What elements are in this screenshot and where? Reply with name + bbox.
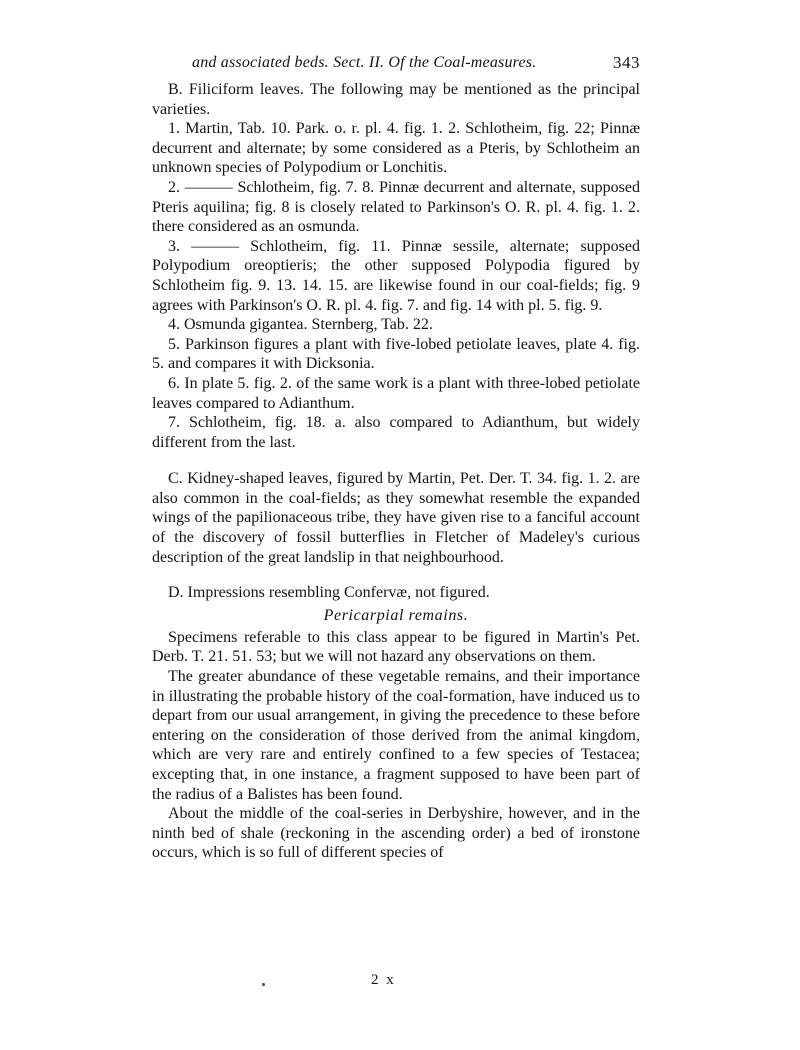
- page-number: 343: [613, 53, 640, 72]
- book-page: [152, 50, 640, 863]
- section-b-item-5: 5. Parkinson figures a plant with five-lobed petiolate leaves, plate 4. fig. 5. and compares it with Dicksonia.: [152, 335, 640, 373]
- print-mark: [262, 983, 265, 986]
- section-b-intro: B. Filiciform leaves. The following may be mentioned as the principal varieties.: [152, 81, 640, 118]
- section-spacer: [152, 452, 640, 469]
- pericarpial-paragraph-1: Specimens referable to this class appear to be figured in Martin's Pet. Derb. T. 21. 51. 53; but we will not hazard any observations on them.: [152, 628, 640, 666]
- running-head: and associated beds. Sect. II. Of the Coal-measures.: [192, 54, 537, 71]
- section-b-item-2: 2. ——— Schlotheim, fig. 7. 8. Pinnæ decurrent and alternate, supposed Pteris aquilina; fig. 8 is closely related to Parkinson's O. R. pl. 4. fig. 1. 2. there considered as an osmunda.: [152, 178, 640, 236]
- section-c-paragraph: C. Kidney-shaped leaves, figured by Martin, Pet. Der. T. 34. fig. 1. 2. are also common in the coal-fields; as they somewhat resemble the expanded wings of the papilionaceous tribe, they have given rise to a fanciful account of the discovery of fossil butterflies in Fletcher of Madeley's curious description of the great landslip in that neighbourhood.: [152, 470, 640, 566]
- section-b-item-6: 6. In plate 5. fig. 2. of the same work is a plant with three-lobed petiolate leaves compared to Adianthum.: [152, 374, 640, 412]
- signature-mark: 2 x: [371, 972, 396, 988]
- pericarpial-paragraph-3: About the middle of the coal-series in Derbyshire, however, and in the ninth bed of shale (reckoning in the ascending order) a bed of ironstone occurs, which is so full of different species of: [152, 805, 640, 862]
- section-spacer: [152, 567, 640, 583]
- page-header: [152, 50, 640, 80]
- section-b-item-7: 7. Schlotheim, fig. 18. a. also compared to Adianthum, but widely different from the last.: [152, 414, 640, 451]
- pericarpial-paragraph-2: The greater abundance of these vegetable remains, and their importance in illustrating the probable history of the coal-formation, have induced us to depart from our usual arrangement, in giving the precedence to these before entering on the consideration of those derived from the animal kingdom, which are very rare and entirely confined to a few species of Testacea; excepting that, in one instance, a fragment supposed to have been part of the radius of a Balistes has been found.: [152, 668, 640, 803]
- section-b-item-3: 3. ——— Schlotheim, fig. 11. Pinnæ sessile, alternate; supposed Polypodium oreoptieris; the other supposed Polypodia figured by Schlotheim fig. 9. 13. 14. 15. are likewise found in our coal-fields; fig. 9 agrees with Parkinson's O. R. pl. 4. fig. 7. and fig. 14 with pl. 5. fig. 9.: [152, 237, 640, 314]
- section-d-paragraph: D. Impressions resembling Confervæ, not figured.: [168, 584, 490, 602]
- section-b-item-4: 4. Osmunda gigantea. Sternberg, Tab. 22.: [168, 316, 433, 334]
- section-b-item-1: 1. Martin, Tab. 10. Park. o. r. pl. 4. fig. 1. 2. Schlotheim, fig. 22; Pinnæ decurrent and alternate; by some considered as a Pteris, by Schlotheim an unknown species of Polypodium or Lonchitis.: [152, 120, 640, 177]
- pericarpial-heading: Pericarpial remains.: [323, 606, 469, 624]
